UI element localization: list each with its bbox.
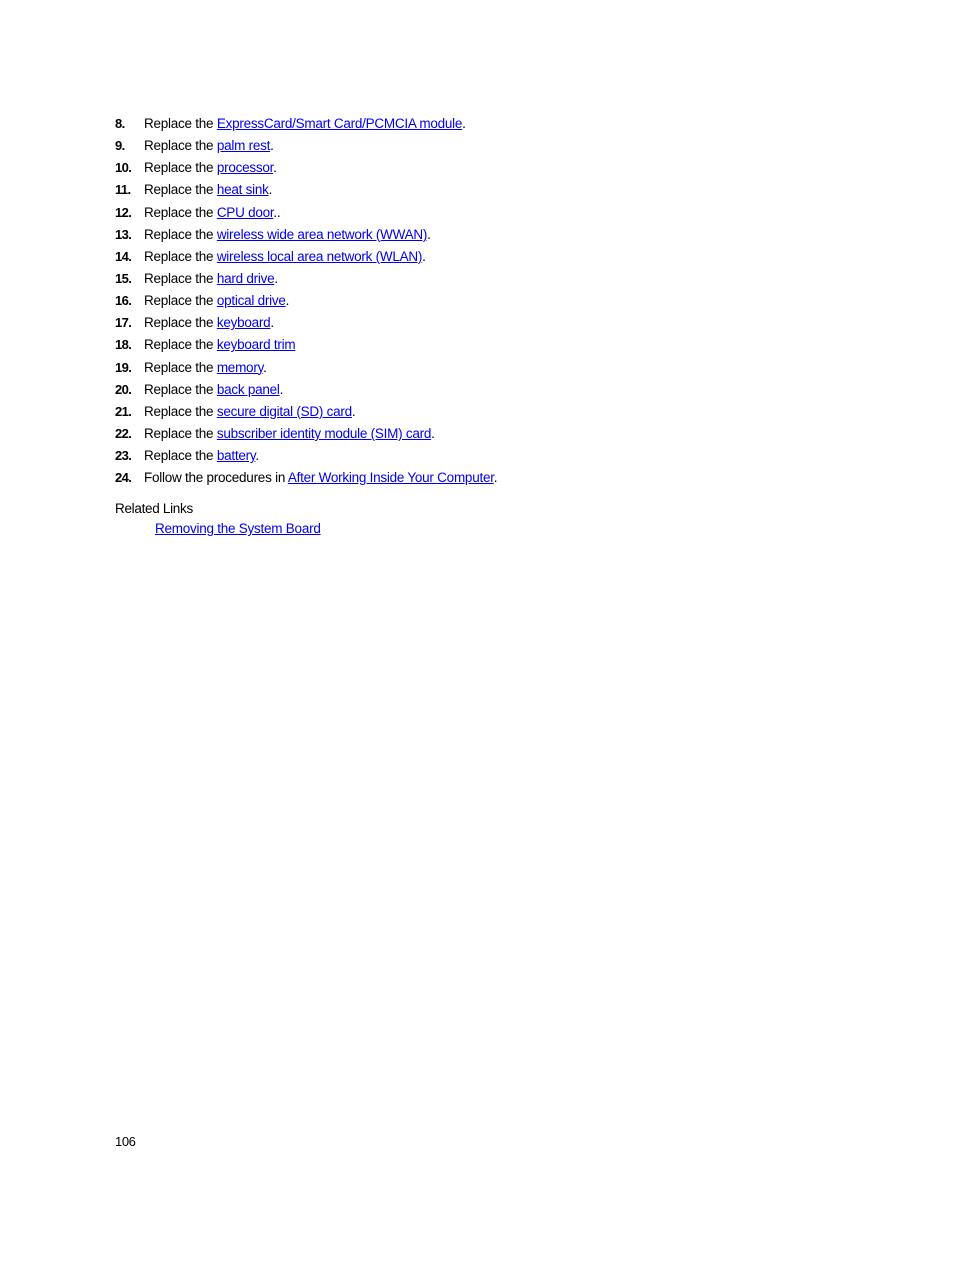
procedure-step: [115, 423, 497, 445]
step-suffix: ..: [273, 204, 281, 220]
step-suffix: .: [263, 359, 267, 375]
step-link[interactable]: back panel: [216, 381, 280, 397]
step-link[interactable]: hard drive: [216, 270, 275, 286]
step-text: Replace the: [144, 116, 217, 131]
procedure-step: [115, 334, 497, 356]
procedure-step: [115, 157, 497, 179]
step-text: Replace the: [144, 337, 217, 353]
step-number: 9.: [115, 138, 125, 154]
step-suffix: .: [462, 116, 466, 131]
step-link[interactable]: keyboard: [216, 315, 271, 331]
step-number: 21.: [115, 403, 132, 419]
procedure-step: [115, 246, 497, 268]
step-link[interactable]: After Working Inside Your Computer: [287, 470, 494, 486]
step-number: 20.: [115, 381, 132, 397]
related-links-heading: Related Links: [115, 501, 193, 516]
step-text: Replace the: [144, 315, 217, 331]
step-suffix: .: [422, 248, 426, 264]
step-number: 17.: [115, 315, 132, 331]
step-text: Replace the: [144, 138, 217, 154]
step-link[interactable]: processor: [216, 160, 274, 176]
step-text: Replace the: [144, 270, 217, 286]
step-link[interactable]: palm rest: [216, 138, 271, 154]
step-number: 14.: [115, 248, 132, 264]
step-text: Replace the: [144, 182, 217, 198]
step-suffix: .: [431, 425, 435, 441]
step-text: Replace the: [144, 403, 217, 419]
step-suffix: .: [427, 226, 431, 242]
procedure-step: [115, 290, 497, 312]
step-number: 12.: [115, 204, 132, 220]
step-text: Replace the: [144, 448, 217, 464]
procedure-step: [115, 113, 497, 135]
step-link[interactable]: battery: [216, 448, 256, 464]
step-suffix: .: [493, 470, 498, 486]
procedure-step: [115, 401, 497, 423]
step-suffix: .: [274, 270, 278, 286]
step-number: 15.: [115, 270, 132, 286]
related-link-item: [155, 518, 321, 540]
step-number: 19.: [115, 359, 132, 375]
page-number: 106: [115, 1134, 136, 1149]
step-link[interactable]: ExpressCard/Smart Card/PCMCIA module: [216, 116, 463, 131]
step-link[interactable]: keyboard trim: [216, 337, 296, 353]
step-text: Replace the: [144, 359, 217, 375]
step-link[interactable]: secure digital (SD) card: [216, 403, 352, 419]
step-number: 10.: [115, 160, 132, 176]
procedure-step: [115, 179, 497, 201]
procedure-step: [115, 312, 497, 334]
procedure-step: [115, 379, 497, 401]
step-number: 11.: [115, 182, 131, 198]
step-text: Follow the procedures in: [144, 470, 288, 486]
step-link[interactable]: wireless local area network (WLAN): [216, 248, 423, 264]
step-suffix: .: [268, 182, 273, 198]
step-suffix: .: [285, 293, 290, 309]
step-text: Replace the: [144, 204, 217, 220]
step-link[interactable]: optical drive: [216, 293, 286, 309]
step-link[interactable]: heat sink: [216, 182, 269, 198]
procedure-step: [115, 202, 497, 224]
step-text: Replace the: [144, 293, 217, 309]
step-link[interactable]: wireless wide area network (WWAN): [216, 226, 428, 242]
step-number: 13.: [115, 226, 132, 242]
step-link[interactable]: CPU door: [216, 204, 274, 220]
step-text: Replace the: [144, 425, 217, 441]
procedure-step: [115, 224, 497, 246]
step-number: 16.: [115, 293, 132, 309]
step-number: 24.: [115, 470, 132, 486]
step-suffix: .: [255, 448, 259, 464]
procedure-step: [115, 135, 497, 157]
step-number: 8.: [115, 116, 125, 131]
step-link[interactable]: memory: [216, 359, 264, 375]
step-suffix: .: [279, 381, 284, 397]
step-suffix: .: [273, 160, 277, 176]
procedure-step: [115, 268, 497, 290]
step-text: Replace the: [144, 160, 217, 176]
procedure-step: [115, 467, 497, 489]
step-suffix: .: [351, 403, 356, 419]
related-link-removing-system-board[interactable]: Removing the System Board: [155, 521, 321, 536]
procedure-steps-list: [115, 113, 497, 489]
step-number: 18.: [115, 337, 132, 353]
step-number: 23.: [115, 448, 132, 464]
step-suffix: .: [270, 315, 274, 331]
step-number: 22.: [115, 425, 132, 441]
step-text: Replace the: [144, 248, 217, 264]
step-suffix: .: [270, 138, 274, 154]
procedure-step: [115, 357, 497, 379]
procedure-step: [115, 445, 497, 467]
step-link[interactable]: subscriber identity module (SIM) card: [216, 425, 432, 441]
step-text: Replace the: [144, 381, 217, 397]
step-text: Replace the: [144, 226, 217, 242]
